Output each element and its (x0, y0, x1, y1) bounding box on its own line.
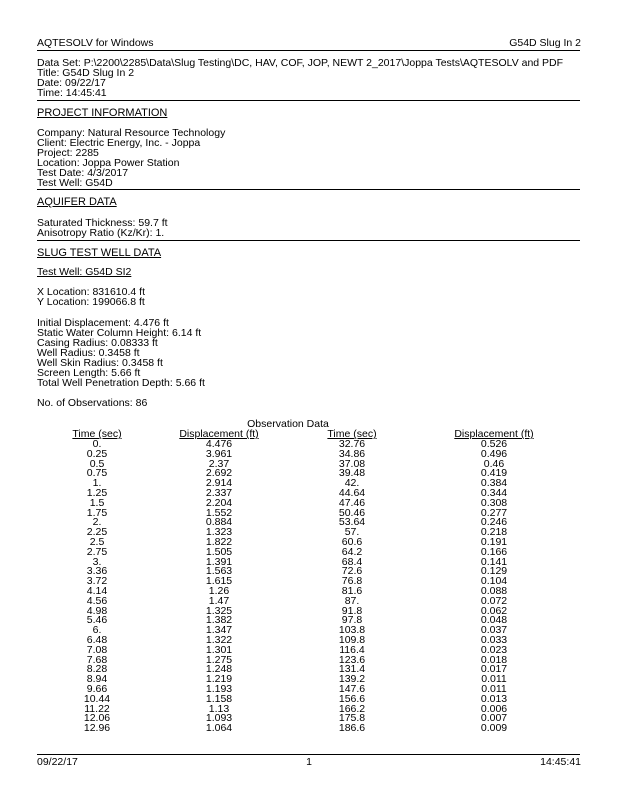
table-cell: 2.914 (205, 477, 233, 490)
table-row (60, 528, 588, 538)
table-cell: 2.75 (86, 545, 108, 558)
table-row (60, 695, 588, 705)
time-line: Time: 14:45:41 (37, 87, 107, 99)
param-line: Initial Displacement: 4.476 ft (37, 317, 169, 329)
table-cell: 0.033 (480, 633, 508, 646)
table-cell: 116.4 (339, 643, 365, 656)
table-cell: 3.72 (86, 575, 108, 588)
table-cell: 1.325 (205, 604, 233, 617)
table-cell: 1.615 (205, 575, 233, 588)
slug-heading: SLUG TEST WELL DATA (37, 247, 162, 259)
table-cell: 0.129 (480, 565, 508, 578)
table-cell: 2.204 (205, 496, 233, 509)
table-row (60, 607, 588, 617)
table-cell: 175.8 (338, 712, 366, 725)
column-header: Time (sec) (327, 428, 377, 441)
param-line: Casing Radius: 0.08333 ft (37, 337, 158, 349)
table-cell: 147.6 (338, 682, 366, 695)
param-line: Screen Length: 5.66 ft (37, 367, 141, 379)
table-cell: 50.46 (338, 506, 366, 519)
table-cell: 2.337 (205, 486, 233, 499)
table-row (60, 577, 588, 587)
table-cell: 123.6 (338, 653, 366, 666)
footer-time: 14:45:41 (540, 756, 581, 768)
table-cell: 1.323 (205, 526, 233, 539)
table-cell: 156.6 (338, 692, 366, 705)
table-row (60, 675, 588, 685)
table-cell: 0.072 (480, 594, 508, 607)
app-name: AQTESOLV for Windows (37, 37, 154, 49)
column-header: Time (sec) (72, 428, 122, 441)
table-cell: 5.46 (86, 614, 108, 627)
divider (37, 50, 580, 51)
table-cell: 0.017 (480, 663, 508, 676)
divider (37, 100, 580, 101)
table-cell: 37.08 (338, 457, 366, 470)
table-cell: 47.46 (338, 496, 366, 509)
table-cell: 0.191 (480, 535, 508, 548)
table-row (60, 646, 588, 656)
table-row (60, 469, 588, 479)
table-cell: 0.009 (480, 722, 508, 735)
table-row (60, 636, 588, 646)
table-cell: 109.8 (338, 633, 366, 646)
report-title-right: G54D Slug In 2 (509, 37, 581, 49)
data-set-line: Data Set: P:\2200\2285\Data\Slug Testing\DC, HAV, COF, JOP, NEWT 2_2017\Joppa Tests\AQTESOLV and PDF (37, 57, 564, 69)
table-cell: 1.064 (205, 722, 233, 735)
table-row (60, 705, 588, 715)
divider (37, 754, 580, 755)
table-cell: 60.6 (341, 535, 363, 548)
table-cell: 1.322 (205, 633, 233, 646)
table-cell: 9.66 (86, 682, 108, 695)
table-cell: 1.193 (205, 682, 233, 695)
table-cell: 1. (92, 477, 102, 490)
table-cell: 97.8 (341, 614, 363, 627)
table-cell: 7.08 (86, 643, 108, 656)
table-cell: 6.48 (86, 633, 108, 646)
table-row (60, 440, 588, 450)
param-line: Total Well Penetration Depth: 5.66 ft (37, 377, 205, 389)
table-cell: 2.37 (208, 457, 230, 470)
param-line: Well Radius: 0.3458 ft (37, 347, 140, 359)
file-info (37, 58, 563, 98)
project-heading: PROJECT INFORMATION (37, 107, 168, 119)
aquifer-info (37, 218, 168, 238)
table-cell: 76.8 (341, 575, 363, 588)
table-cell: 2.692 (205, 467, 233, 480)
table-cell: 0.46 (483, 457, 505, 470)
date-line: Date: 09/22/17 (37, 77, 106, 89)
footer-date: 09/22/17 (37, 756, 78, 768)
table-cell: 139.2 (338, 673, 366, 686)
table-cell: 1.47 (208, 594, 230, 607)
table-cell: 0.088 (480, 584, 508, 597)
table-cell: 34.86 (338, 447, 366, 460)
table-cell: 81.6 (341, 584, 363, 597)
table-row (60, 538, 588, 548)
table-cell: 0.75 (86, 467, 108, 480)
table-cell: 0.104 (480, 575, 508, 588)
table-cell: 0.007 (480, 712, 508, 725)
table-cell: 0.011 (481, 673, 507, 686)
table-row (60, 479, 588, 489)
table-cell: 10.44 (83, 692, 111, 705)
table-row (60, 509, 588, 519)
table-cell: 3.36 (86, 565, 108, 578)
table-cell: 64.2 (341, 545, 363, 558)
table-cell: 2.5 (89, 535, 105, 548)
table-row (60, 558, 588, 568)
table-cell: 0.308 (480, 496, 508, 509)
table-cell: 1.391 (205, 555, 233, 568)
table-row (60, 489, 588, 499)
table-cell: 12.06 (83, 712, 111, 725)
table-cell: 0.141 (480, 555, 508, 568)
table-cell: 11.22 (84, 702, 110, 715)
table-cell: 0.037 (480, 624, 508, 637)
table-row (60, 714, 588, 724)
location-line: Location: Joppa Power Station (37, 157, 180, 169)
table-row (60, 518, 588, 528)
table-cell: 6. (92, 624, 102, 637)
table-row (60, 548, 588, 558)
table-cell: 1.505 (205, 545, 233, 558)
table-cell: 1.822 (205, 535, 233, 548)
table-cell: 103.8 (338, 624, 366, 637)
table-cell: 42. (344, 477, 360, 490)
table-cell: 72.6 (341, 565, 363, 578)
table-cell: 1.26 (208, 584, 230, 597)
table-cell: 0.166 (480, 545, 508, 558)
aquifer-heading: AQUIFER DATA (37, 196, 117, 208)
table-cell: 1.248 (205, 663, 233, 676)
table-row (60, 685, 588, 695)
table-cell: 3. (92, 555, 102, 568)
test-well-label: Test Well: G54D SI2 (37, 266, 132, 278)
table-cell: 1.219 (205, 673, 233, 686)
table-cell: 0.277 (480, 506, 508, 519)
param-line: Static Water Column Height: 6.14 ft (37, 327, 202, 339)
table-cell: 7.68 (86, 653, 108, 666)
table-cell: 1.13 (208, 702, 230, 715)
test-date-line: Test Date: 4/3/2017 (37, 167, 129, 179)
table-cell: 4.476 (205, 438, 233, 450)
table-header-row (60, 430, 588, 440)
table-cell: 1.347 (205, 624, 233, 637)
table-cell: 8.94 (86, 673, 108, 686)
table-cell: 1.552 (205, 506, 233, 519)
table-cell: 1.75 (86, 506, 108, 519)
table-cell: 1.275 (205, 653, 233, 666)
table-row (60, 665, 588, 675)
table-cell: 8.28 (86, 663, 108, 676)
table-cell: 0.884 (205, 516, 233, 529)
title-line: Title: G54D Slug In 2 (37, 67, 135, 79)
table-cell: 0.384 (480, 477, 508, 490)
table-row (60, 460, 588, 470)
project-info (37, 128, 225, 188)
table-cell: 12.96 (83, 722, 111, 735)
project-line: Project: 2285 (37, 147, 99, 159)
table-cell: 4.56 (86, 594, 108, 607)
table-row (60, 626, 588, 636)
table-cell: 1.563 (205, 565, 233, 578)
well-parameters (37, 318, 205, 388)
table-cell: 0.048 (480, 614, 508, 627)
table-cell: 131.4 (338, 663, 366, 676)
table-cell: 1.382 (205, 614, 233, 627)
company-line: Company: Natural Resource Technology (37, 127, 226, 139)
test-well-line: Test Well: G54D (37, 177, 113, 189)
divider (37, 240, 580, 241)
table-cell: 0.246 (480, 516, 508, 529)
table-cell: 1.25 (86, 486, 108, 499)
table-cell: 0.419 (480, 467, 508, 480)
page-number: 1 (306, 756, 312, 768)
table-cell: 1.301 (205, 643, 233, 656)
table-cell: 44.64 (338, 486, 366, 499)
table-cell: 1.158 (205, 692, 233, 705)
table-row (60, 724, 588, 734)
table-cell: 0.013 (480, 692, 508, 705)
table-cell: 1.5 (89, 496, 105, 509)
table-cell: 91.8 (341, 604, 363, 617)
table-cell: 166.2 (338, 702, 366, 715)
table-cell: 2. (92, 516, 102, 529)
x-location-line: X Location: 831610.4 ft (37, 286, 145, 298)
table-row (60, 450, 588, 460)
table-cell: 2.25 (86, 526, 108, 539)
table-cell: 4.98 (86, 604, 108, 617)
table-cell: 0.011 (481, 682, 507, 695)
table-cell: 0.496 (480, 447, 508, 460)
column-header: Displacement (ft) (454, 428, 534, 441)
table-cell: 57. (344, 526, 360, 539)
observation-table (60, 430, 588, 734)
table-cell: 68.4 (341, 555, 363, 568)
well-location (37, 287, 145, 307)
y-location-line: Y Location: 199066.8 ft (37, 296, 145, 308)
observation-count: No. of Observations: 86 (37, 397, 148, 409)
table-cell: 0. (92, 438, 102, 450)
anisotropy-line: Anisotropy Ratio (Kz/Kr): 1. (37, 227, 165, 239)
table-cell: 39.48 (338, 467, 366, 480)
table-row (60, 616, 588, 626)
saturated-thickness-line: Saturated Thickness: 59.7 ft (37, 217, 168, 229)
table-cell: 32.76 (338, 438, 366, 450)
table-cell: 0.023 (480, 643, 508, 656)
table-row (60, 567, 588, 577)
divider (37, 189, 580, 190)
table-cell: 1.093 (205, 712, 233, 725)
table-cell: 186.6 (338, 722, 366, 735)
table-cell: 53.64 (338, 516, 366, 529)
observation-title: Observation Data (247, 418, 329, 430)
table-row (60, 587, 588, 597)
param-line: Well Skin Radius: 0.3458 ft (37, 357, 163, 369)
table-cell: 0.006 (480, 702, 508, 715)
table-cell: 3.961 (205, 447, 233, 460)
table-cell: 0.526 (480, 438, 508, 450)
table-cell: 0.218 (480, 526, 508, 539)
table-cell: 0.5 (89, 457, 105, 470)
table-cell: 0.062 (480, 604, 508, 617)
table-row (60, 499, 588, 509)
table-cell: 0.25 (86, 447, 108, 460)
client-line: Client: Electric Energy, Inc. - Joppa (37, 137, 201, 149)
table-row (60, 656, 588, 666)
table-cell: 0.344 (480, 486, 508, 499)
table-cell: 0.018 (480, 653, 508, 666)
table-cell: 4.14 (86, 584, 108, 597)
table-row (60, 597, 588, 607)
table-cell: 87. (344, 594, 360, 607)
column-header: Displacement (ft) (179, 428, 259, 441)
